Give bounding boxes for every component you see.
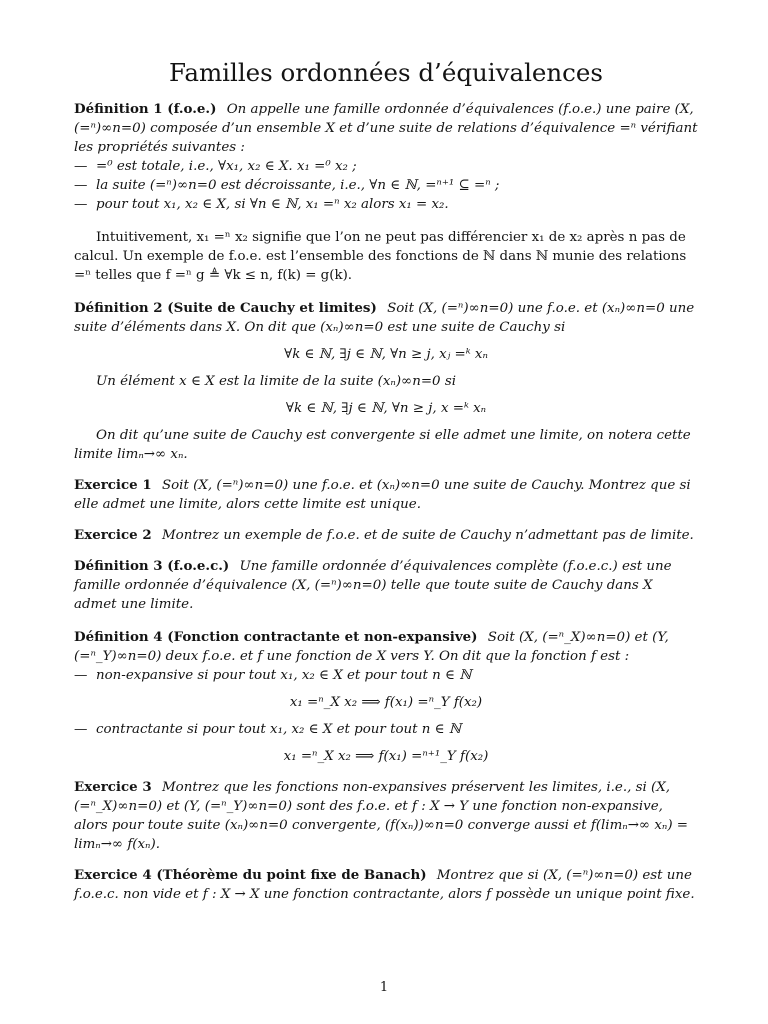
definition-3-heading: Définition 3 (f.o.e.c.) [74, 558, 230, 574]
definition-1-line2: composée d’un ensemble X et d’une suite de relations d’équivalence =ⁿ vérifiant les propriétés suivantes : [74, 121, 698, 155]
exercise-3-text: Montrez que les fonctions non-expansives préservent les limites, i.e., si (X, (=ⁿ_X)∞n=0) et (Y, (=ⁿ_Y)∞n=0) sont des f.o.e. et f : X → Y une fonction non-expansive, alors pour toute suite (xₙ)∞n=0 convergente, (f(xₙ))∞n=0 converge aussi et f(limₙ→∞ xₙ) = limₙ→∞ f(xₙ). [74, 780, 689, 852]
contracting-formula: x₁ =ⁿ_X x₂ ⟹ f(x₁) =ⁿ⁺¹_Y f(x₂) [283, 749, 489, 764]
exercise-4-heading: Exercice 4 (Théorème du point fixe de Banach) [74, 867, 427, 883]
list-item: — contractante si pour tout x₁, x₂ ∈ X et pour tout n ∈ ℕ [96, 720, 698, 739]
non-expansive-formula: x₁ =ⁿ_X x₂ ⟹ f(x₁) =ⁿ_Y f(x₂) [289, 695, 483, 710]
definition-4-list-2 [74, 720, 698, 739]
list-item: — non-expansive si pour tout x₁, x₂ ∈ X et pour tout n ∈ ℕ [96, 666, 698, 685]
definition-4 [74, 628, 698, 766]
definition-1-list [74, 157, 698, 214]
definition-4-list [74, 666, 698, 685]
page-title: Familles ordonnées d’équivalences [169, 58, 603, 87]
definition-1-line1: On appelle une famille ordonnée d’équivalences (f.o.e.) une paire (X, (=ⁿ)∞n=0) [74, 102, 694, 136]
exercise-2 [74, 526, 698, 545]
exercise-1 [74, 476, 698, 514]
exercise-4-text: Montrez que si (X, (=ⁿ)∞n=0) est une f.o.e.c. non vide et f : X → X une fonction contractante, alors f possède un unique point fixe. [74, 868, 695, 902]
definition-3-text: Une famille ordonnée d’équivalences complète (f.o.e.c.) est une famille ordonnée d’équivalence (X, (=ⁿ)∞n=0) telle que toute suite de Cauchy dans X admet une limite. [74, 559, 672, 612]
definition-2-text1: Soit (X, (=ⁿ)∞n=0) une f.o.e. et (xₙ)∞n=0 une suite d’éléments dans X. On dit que (xₙ)∞n=0 est une suite de Cauchy si [74, 301, 695, 335]
document-page [74, 58, 698, 913]
definition-3 [74, 557, 698, 614]
exercise-2-heading: Exercice 2 [74, 527, 152, 543]
definition-4-text: Soit (X, (=ⁿ_X)∞n=0) et (Y, (=ⁿ_Y)∞n=0) deux f.o.e. et f une fonction de X vers Y. On dit que la fonction f est : [74, 630, 669, 664]
definition-4-heading: Définition 4 (Fonction contractante et non-expansive) [74, 629, 478, 645]
definition-2-text2: Un élément x ∈ X est la limite de la suite (xₙ)∞n=0 si [96, 374, 456, 389]
definition-1-heading: Définition 1 (f.o.e.) [74, 101, 217, 117]
exercise-3 [74, 778, 698, 854]
page-number: 1 [379, 980, 389, 995]
exercise-3-heading: Exercice 3 [74, 779, 152, 795]
exercise-1-heading: Exercice 1 [74, 477, 152, 493]
exercise-4 [74, 866, 698, 904]
list-item: — pour tout x₁, x₂ ∈ X, si ∀n ∈ ℕ, x₁ =ⁿ x₂ alors x₁ = x₂. [96, 195, 698, 214]
list-item: — =⁰ est totale, i.e., ∀x₁, x₂ ∈ X. x₁ =⁰ x₂ ; [96, 157, 698, 176]
cauchy-formula: ∀k ∈ ℕ, ∃j ∈ ℕ, ∀n ≥ j, xⱼ =ᵏ xₙ [284, 347, 488, 362]
definition-2 [74, 299, 698, 464]
limit-formula: ∀k ∈ ℕ, ∃j ∈ ℕ, ∀n ≥ j, x =ᵏ xₙ [285, 401, 487, 416]
list-item: — la suite (=ⁿ)∞n=0 est décroissante, i.e., ∀n ∈ ℕ, =ⁿ⁺¹ ⊆ =ⁿ ; [96, 176, 698, 195]
definition-2-heading: Définition 2 (Suite de Cauchy et limites) [74, 300, 377, 316]
intuition-paragraph: Intuitivement, x₁ =ⁿ x₂ signifie que l’on ne peut pas différencier x₁ de x₂ après n pas de calcul. Un exemple de f.o.e. est l’ensemble des fonctions de ℕ dans ℕ munie des relations =ⁿ telles que f =ⁿ g ≜ ∀k ≤ n, f(k) = g(k). [74, 230, 687, 283]
exercise-1-text: Soit (X, (=ⁿ)∞n=0) une f.o.e. et (xₙ)∞n=0 une suite de Cauchy. Montrez que si elle admet une limite, alors cette limite est unique. [74, 478, 691, 512]
definition-2-text3: On dit qu’une suite de Cauchy est convergente si elle admet une limite, on notera cette limite limₙ→∞ xₙ. [74, 428, 691, 462]
definition-1 [74, 100, 698, 214]
exercise-2-text: Montrez un exemple de f.o.e. et de suite de Cauchy n’admettant pas de limite. [161, 528, 694, 543]
